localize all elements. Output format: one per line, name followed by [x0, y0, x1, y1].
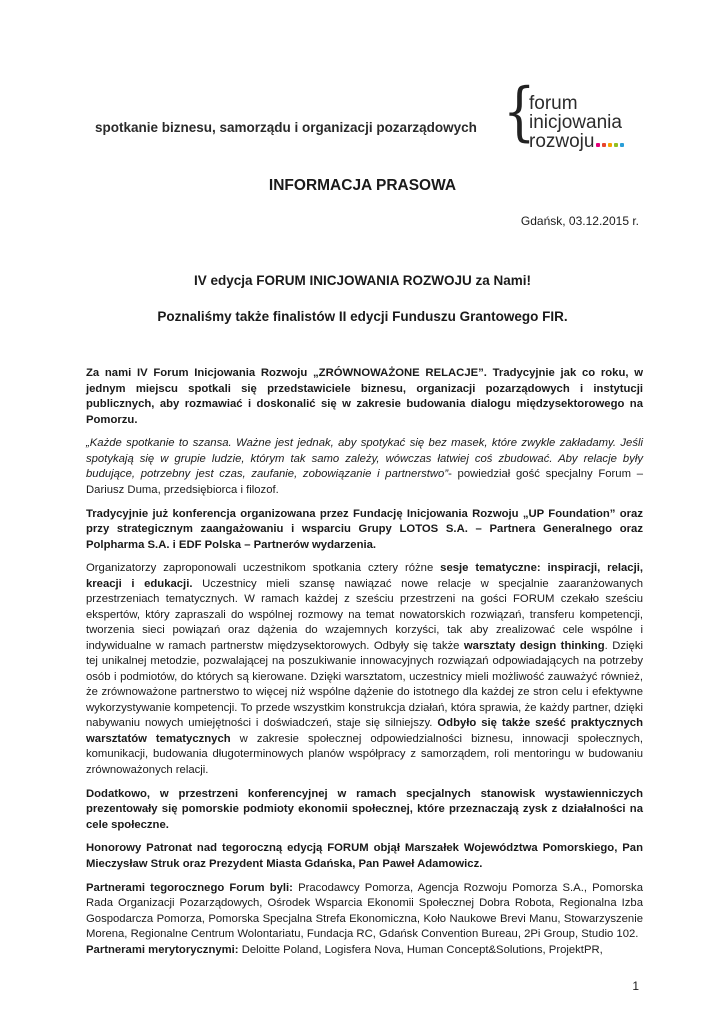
page-number: 1 [632, 979, 639, 993]
paragraph-organizers: Tradycyjnie już konferencja organizowana przez Fundację Inicjowania Rozwoju „UP Foundation” oraz przy strategicznym zaangażowaniu i wsparciu Grupy LOTOS S.A. – Partnera Generalnego oraz Polpharma S.A. i EDF Polska – Partnerów wydarzenia. [86, 507, 643, 551]
content-partners-label: Partnerami merytorycznymi: [86, 943, 239, 956]
logo-dot [620, 143, 624, 147]
logo-brace-icon: { [503, 75, 536, 149]
logo-line-1: forum [529, 93, 578, 114]
content-partners-list: Deloitte Poland, Logisfera Nova, Human Concept&Solutions, ProjektPR, [238, 943, 603, 956]
paragraph-intro: Za nami IV Forum Inicjowania Rozwoju „ZRÓWNOWAŻONE RELACJE”. Tradycyjnie jak co roku, w jednym miejscu spotkali się przedstawiciele biznesu, organizacji pozarządowych i instytucji publicznych, aby rozmawiać i doskonalić się w zakresie budowania dialogu międzysektorowego na Pomorzu. [86, 367, 643, 426]
paragraph-sessions: Organizatorzy zaproponowali uczestnikom spotkania cztery różne sesje tematyczne: inspiracji, relacji, kreacji i edukacji. Uczestnicy mieli szansę nawiązać nowe relacje w specjalnie zaaranżowanych przestrzeniach tematycznych. W ramach każdej z sześciu przestrzeni na gości FORUM czekało sześciu ekspertów, który zapraszali do wspólnej rozmowy na temat nowatorskich rozwiązań, transferu kompetencji, tworzenia sieci powiązań oraz dążenia do wzajemnych korzyści, tak aby zrealizować cele wspólne i indywidualne w ramach partnerstw międzysektorowych. Odbyły się także warsztaty design thinking. Dzięki tej unikalnej metodzie, pozwalającej na poszukiwanie innowacyjnych rozwiązań odpowiadających na potrzeby osób i podmiotów, do których są kierowane. Dzięki warsztatom, uczestnicy mieli możliwość zauważyć również, że zrównoważone partnerstwo to więcej niż wspólne dążenie do istotnego dla każdej ze stron celu i efektywne wykorzystywanie kompetencji. To przede wszystkim konstrukcja działań, która sprawia, że każdy partner, dzięki nabywaniu nowych umiejętności i doświadczeń, staje się silniejszy. Odbyło się także sześć praktycznych warsztatów tematycznych w zakresie społecznej odpowiedzialności biznesu, innowacji społecznych, komunikacji, budowania długoterminowych planów współpracy z samorządem, roli mentoringu w budowaniu zrównoważonych relacji. [86, 562, 643, 776]
partners-list: Pracodawcy Pomorza, Agencja Rozwoju Pomorza S.A., Pomorska Rada Organizacji Pozarządowych, Ośrodek Wsparcia Ekonomii Społecznej Dobra Robota, Regionalna Izba Gospodarcza Pomorza, Pomorska Specjalna Strefa Ekonomiczna, Koło Naukowe Brevi Manu, Stowarzyszenie Morena, Regionalne Centrum Wolontariatu, Fundacja RC, Gdańsk Convention Bureau, 2Pi Group, Studio 102. [86, 881, 643, 941]
logo-line-3: rozwoju [529, 132, 626, 151]
paragraph-quote [86, 436, 643, 498]
document-title: INFORMACJA PRASOWA [268, 177, 457, 194]
quote-text: „Każde spotkanie to szansa. Ważne jest jednak, aby spotykać się bez masek, które zwykle zakładamy. Jeśli spotykają się w grupie ludzie, którym tak samo zależy, wówczas łatwiej coś zbudować. Aby relacje były budujące, potrzebny jest czas, zaufanie, zobowiązanie i partnerstwo” [86, 437, 643, 481]
logo-line-2: inicjowania [529, 112, 622, 133]
partners-label: Partnerami tegorocznego Forum byli: [86, 881, 293, 894]
headline-primary: IV edycja FORUM INICJOWANIA ROZWOJU za Nami! [193, 273, 532, 288]
paragraph-content-partners [86, 943, 643, 959]
logo-dot [596, 143, 600, 147]
paragraph-partners [86, 881, 643, 943]
logo-color-dots-icon [596, 132, 626, 151]
forum-logo [503, 75, 643, 156]
paragraph-exhibitors: Dodatkowo, w przestrzeni konferencyjnej w ramach specjalnych stanowisk wystawienniczych prezentowały się pomorskie podmioty ekonomii społecznej, które przeznaczają zysk z działalności na cele społeczne. [86, 787, 643, 831]
design-thinking-highlight: warsztaty design thinking [463, 639, 605, 652]
article-body [86, 366, 643, 967]
document-date: Gdańsk, 03.12.2015 r. [520, 214, 639, 228]
logo-dot [602, 143, 606, 147]
paragraph-patronage: Honorowy Patronat nad tegoroczną edycją FORUM objął Marszałek Województwa Pomorskiego, Pan Mieczysław Struk oraz Prezydent Miasta Gdańska, Pan Paweł Adamowicz. [86, 842, 643, 870]
logo-wordmark [529, 94, 626, 151]
logo-dot [608, 143, 612, 147]
headline-secondary: Poznaliśmy także finalistów II edycji Funduszu Grantowego FIR. [157, 309, 568, 324]
logo-dot [614, 143, 618, 147]
event-tagline: spotkanie biznesu, samorządu i organizacji pozarządowych [95, 120, 477, 135]
quote-attribution: - powiedział gość specjalny Forum – Dariusz Duma, przedsiębiorca i filozof. [86, 468, 643, 496]
workshops-highlight: Odbyło się także sześć praktycznych warsztatów tematycznych [86, 717, 643, 745]
sessions-highlight: sesje tematyczne: inspiracji, relacji, kreacji i edukacji. [86, 562, 643, 590]
